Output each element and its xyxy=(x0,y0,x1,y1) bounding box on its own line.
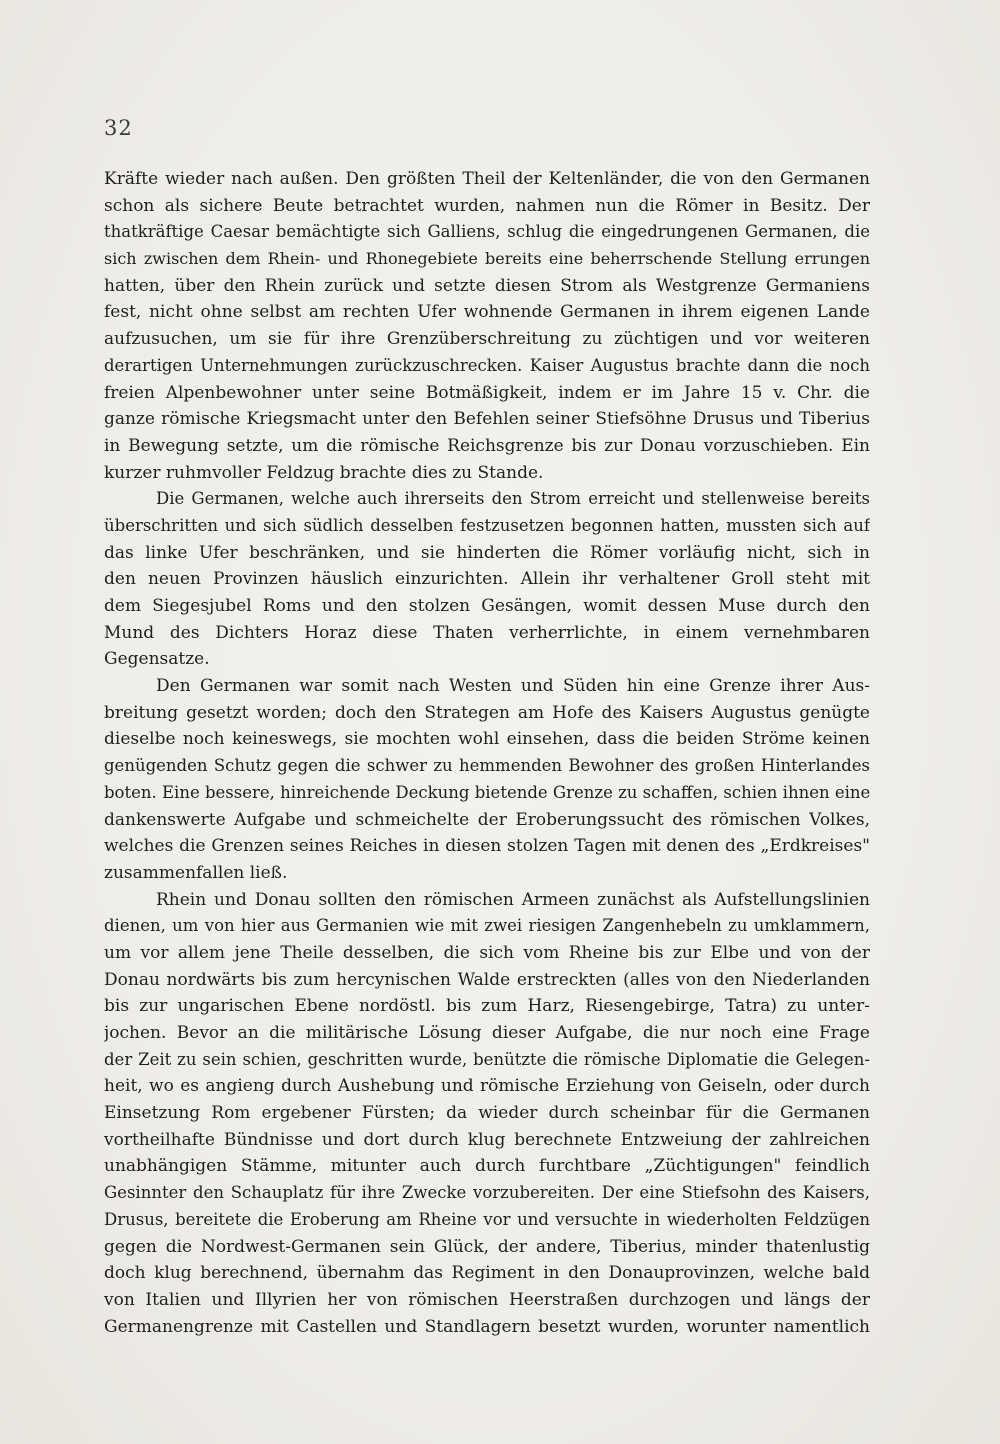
text-line: welches die Grenzen seines Reiches in diesen stolzen Tagen mit denen des „Erdkreises" xyxy=(104,836,870,857)
text-line: fest, nicht ohne selbst am rechten Ufer wohnende Germanen in ihrem eigenen Lande xyxy=(104,302,870,323)
text-line: Den Germanen war somit nach Westen und Süden hin eine Grenze ihrer Aus- xyxy=(156,676,870,697)
text-line: Germanengrenze mit Castellen und Standlagern besetzt wurden, worunter namentlich xyxy=(104,1316,870,1337)
text-line: dem Siegesjubel Roms und den stolzen Gesängen, womit dessen Muse durch den xyxy=(104,596,870,616)
text-line: dienen, um von hier aus Germanien wie mit zwei riesigen Zangenhebeln zu umklammern, xyxy=(104,916,870,936)
text-line: um vor allem jene Theile desselben, die sich vom Rheine bis zur Elbe und von der xyxy=(104,942,870,963)
text-line: der Zeit zu sein schien, geschritten wurde, benützte die römische Diplomatie die Gelegen- xyxy=(104,1049,870,1069)
text-line: jochen. Bevor an die militärische Lösung dieser Aufgabe, die nur noch eine Frage xyxy=(104,1023,870,1043)
text-line: schon als sichere Beute betrachtet wurden, nahmen nun die Römer in Besitz. Der xyxy=(104,195,870,216)
text-line: freien Alpenbewohner unter seine Botmäßigkeit, indem er im Jahre 15 v. Chr. die xyxy=(104,382,870,403)
text-line: gegen die Nordwest-Germanen sein Glück, der andere, Tiberius, minder thatenlustig xyxy=(104,1236,870,1257)
text-line: dieselbe noch keineswegs, sie mochten wohl einsehen, dass die beiden Ströme keinen xyxy=(104,729,870,750)
text-line: thatkräftige Caesar bemächtigte sich Galliens, schlug die eingedrungenen Germanen, die xyxy=(104,222,870,242)
text-line: das linke Ufer beschränken, und sie hinderten die Römer vorläufig nicht, sich in xyxy=(104,542,870,563)
text-line: kurzer ruhmvoller Feldzug brachte dies zu Stande. xyxy=(104,462,544,483)
text-line: aufzusuchen, um sie für ihre Grenzüberschreitung zu züchtigen und vor weiteren xyxy=(104,329,870,350)
text-line: Gegensatze. xyxy=(104,649,210,670)
text-line: heit, wo es angieng durch Aushebung und römische Erziehung von Geiseln, oder durch xyxy=(104,1076,870,1097)
text-line: boten. Eine bessere, hinreichende Deckung bietende Grenze zu schaffen, schien ihnen eine xyxy=(104,782,870,802)
text-line: breitung gesetzt worden; doch den Strategen am Hofe des Kaisers Augustus genügte xyxy=(104,702,870,723)
text-line: ganze römische Kriegsmacht unter den Befehlen seiner Stiefsöhne Drusus und Tiberius xyxy=(104,409,870,430)
text-line: sich zwischen dem Rhein- und Rhonegebiete bereits eine beherrschende Stellung errungen xyxy=(104,249,870,269)
text-line: unabhängigen Stämme, mitunter auch durch furchtbare „Züchtigungen" feindlich xyxy=(104,1156,870,1177)
text-line: doch klug berechnend, übernahm das Regiment in den Donauprovinzen, welche bald xyxy=(104,1263,870,1284)
text-line: Einsetzung Rom ergebener Fürsten; da wieder durch scheinbar für die Germanen xyxy=(104,1103,870,1124)
text-line: bis zur ungarischen Ebene nordöstl. bis zum Harz, Riesengebirge, Tatra) zu unter- xyxy=(104,996,870,1017)
text-line: dankenswerte Aufgabe und schmeichelte der Eroberungssucht des römischen Volkes, xyxy=(104,809,870,830)
text-line: Drusus, bereitete die Eroberung am Rheine vor und versuchte in wiederholten Feldzügen xyxy=(104,1209,870,1229)
text-line: Gesinnter den Schauplatz für ihre Zwecke vorzubereiten. Der eine Stiefsohn des Kaisers, xyxy=(104,1183,870,1203)
text-line: vortheilhafte Bündnisse und dort durch klug berechnete Entzweiung der zahlreichen xyxy=(104,1129,870,1150)
text-line: Die Germanen, welche auch ihrerseits den Strom erreicht und stellenweise bereits xyxy=(156,489,870,509)
text-line: zusammenfallen ließ. xyxy=(104,862,288,883)
text-line: überschritten und sich südlich desselben festzusetzen begonnen hatten, mussten sich auf xyxy=(104,515,870,535)
text-line: hatten, über den Rhein zurück und setzte diesen Strom als Westgrenze Germaniens xyxy=(104,275,870,296)
text-line: Kräfte wieder nach außen. Den größten Theil der Keltenländer, die von den Germanen xyxy=(104,169,870,189)
text-line: in Bewegung setzte, um die römische Reichsgrenze bis zur Donau vorzuschieben. Ein xyxy=(104,435,870,456)
text-line: genügenden Schutz gegen die schwer zu hemmenden Bewohner des großen Hinterlandes xyxy=(104,756,870,776)
text-line: Rhein und Donau sollten den römischen Armeen zunächst als Aufstellungslinien xyxy=(156,889,870,910)
text-line: Mund des Dichters Horaz diese Thaten verherrlichte, in einem vernehmbaren xyxy=(104,622,870,643)
body-text xyxy=(104,166,870,1340)
page-number: 32 xyxy=(104,116,133,140)
text-line: den neuen Provinzen häuslich einzurichten. Allein ihr verhaltener Groll steht mit xyxy=(104,569,870,590)
text-line: von Italien und Illyrien her von römischen Heerstraßen durchzogen und längs der xyxy=(104,1289,870,1310)
text-line: derartigen Unternehmungen zurückzuschrecken. Kaiser Augustus brachte dann die noch xyxy=(104,355,870,375)
text-line: Donau nordwärts bis zum hercynischen Walde erstreckten (alles von den Niederlanden xyxy=(104,969,870,990)
